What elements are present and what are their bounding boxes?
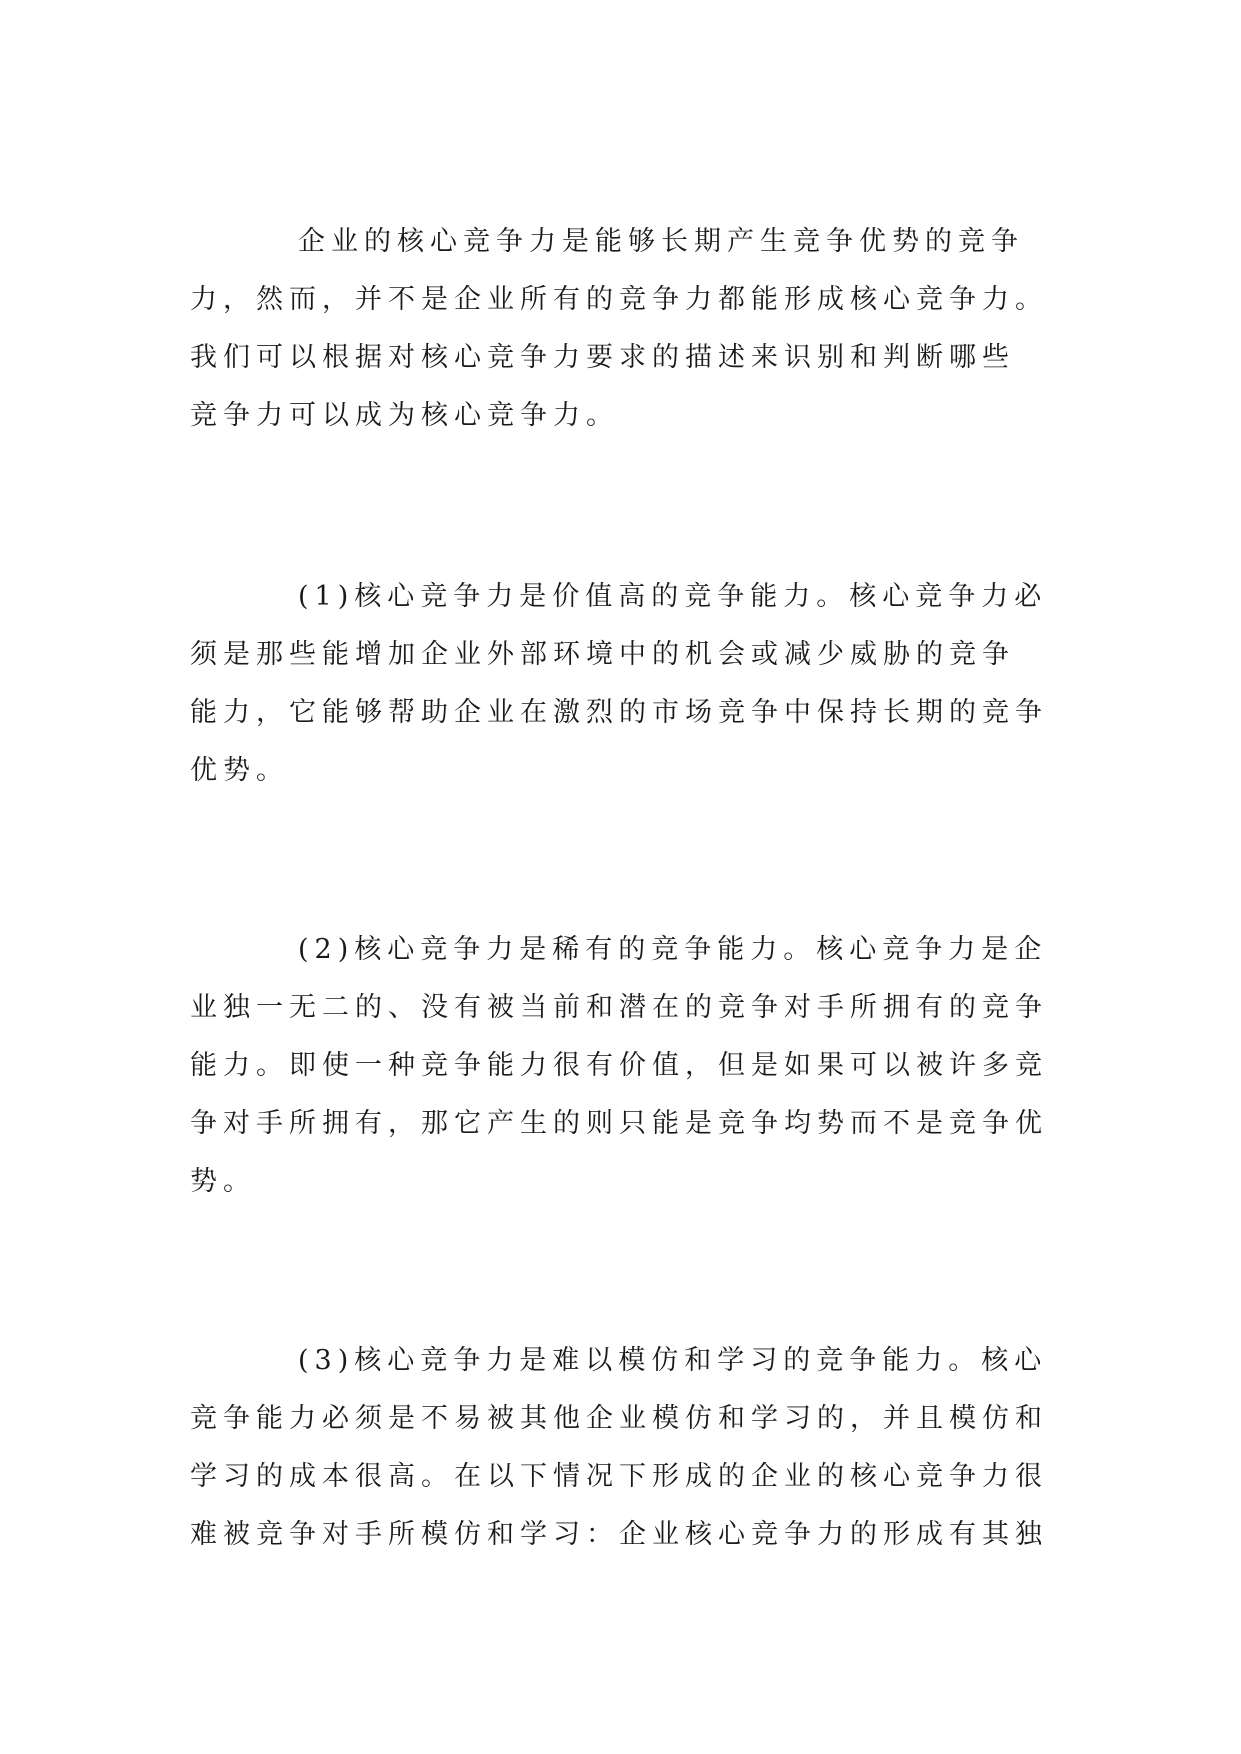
paragraph-line: 竞争能力必须是不易被其他企业模仿和学习的，并且模仿和	[190, 1403, 1048, 1434]
paragraph-line: 力，然而，并不是企业所有的竞争力都能形成核心竞争力。	[190, 284, 1048, 315]
paragraph-line: (2)核心竞争力是稀有的竞争能力。核心竞争力是企	[298, 934, 1048, 965]
paragraph-line: 业独一无二的、没有被当前和潜在的竞争对手所拥有的竞争	[190, 992, 1048, 1023]
paragraph-point-2	[190, 921, 1055, 1211]
paragraph-line: 难被竞争对手所模仿和学习：企业核心竞争力的形成有其独	[190, 1519, 1048, 1550]
paragraph-line: 须是那些能增加企业外部环境中的机会或减少威胁的竞争	[190, 639, 1015, 670]
paragraph-line: 学习的成本很高。在以下情况下形成的企业的核心竞争力很	[190, 1461, 1048, 1492]
paragraph-intro	[190, 213, 1055, 445]
paragraph-line: 企业的核心竞争力是能够长期产生竞争优势的竞争	[298, 226, 1024, 257]
paragraph-line: (3)核心竞争力是难以模仿和学习的竞争能力。核心	[298, 1345, 1048, 1376]
paragraph-point-3	[190, 1332, 1055, 1564]
paragraph-line: 势。	[190, 1166, 256, 1197]
paragraph-line: 能力，它能够帮助企业在激烈的市场竞争中保持长期的竞争	[190, 697, 1048, 728]
paragraph-line: (1)核心竞争力是价值高的竞争能力。核心竞争力必	[298, 581, 1048, 612]
paragraph-line: 争对手所拥有，那它产生的则只能是竞争均势而不是竞争优	[190, 1108, 1048, 1139]
paragraph-line: 优势。	[190, 755, 289, 786]
paragraph-line: 我们可以根据对核心竞争力要求的描述来识别和判断哪些	[190, 342, 1015, 373]
paragraph-line: 竞争力可以成为核心竞争力。	[190, 400, 619, 431]
paragraph-line: 能力。即使一种竞争能力很有价值，但是如果可以被许多竞	[190, 1050, 1048, 1081]
paragraph-point-1	[190, 568, 1055, 800]
